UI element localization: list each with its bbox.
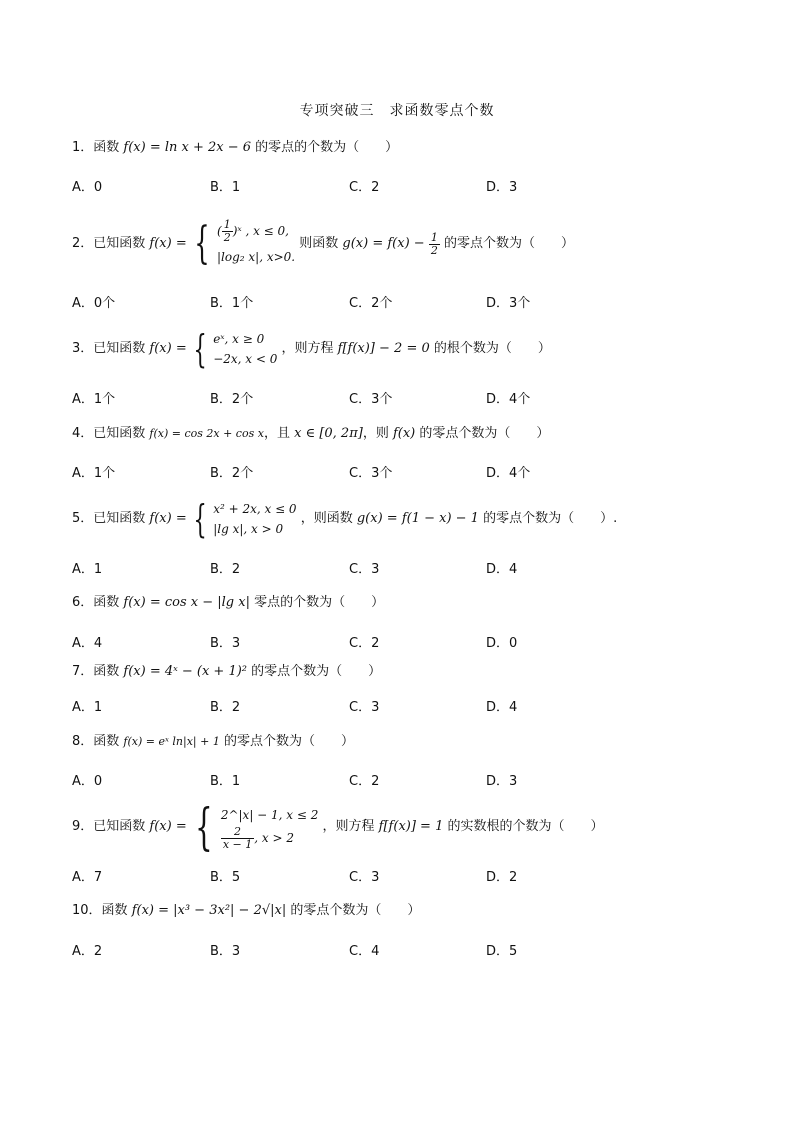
option-b[interactable]: B．3 [210,944,241,959]
option-d[interactable]: D．2 [486,870,518,885]
option-c[interactable]: C．2个 [349,296,393,311]
case-1: eˣ, x ≥ 0 [213,332,265,346]
option-d[interactable]: D．3 [486,180,518,195]
question-4-options [72,462,732,480]
option-d[interactable]: D．4 [486,700,518,715]
question-10-prefix: 10．函数 [72,903,132,918]
case-2-numerator: 2 [221,826,254,839]
question-10-suffix: 的零点个数为（ ） [286,903,421,918]
question-3-suffix: 的根个数为（ ） [429,341,551,356]
option-b[interactable]: B．2 [210,700,241,715]
question-5-options [72,558,732,576]
question-9-options [72,866,732,884]
question-1-suffix: 的零点的个数为（ ） [251,140,399,155]
option-b[interactable]: B．5 [210,870,241,885]
question-2-options [72,292,732,310]
option-b[interactable]: B．2个 [210,392,254,407]
option-c[interactable]: C．2 [349,636,380,651]
option-d[interactable]: D．0 [486,636,518,651]
option-c[interactable]: C．2 [349,774,380,789]
question-9-cases [221,804,319,851]
option-c[interactable]: C．2 [349,180,380,195]
question-6 [72,591,384,615]
option-a[interactable]: A．4 [72,636,103,651]
option-d[interactable]: D．3个 [486,296,531,311]
option-d[interactable]: D．3 [486,774,518,789]
question-2-formula: g(x) = f(x) − [342,236,425,251]
left-brace: { [194,218,210,269]
option-a[interactable]: A．1个 [72,392,116,407]
option-b[interactable]: B．3 [210,636,241,651]
option-a[interactable]: A．0 [72,180,103,195]
case-2: |lg x|, x > 0 [213,522,284,536]
option-a[interactable]: A．1个 [72,466,116,481]
question-7-suffix: 的零点个数为（ ） [247,664,382,679]
question-5-lhs: f(x) = [149,511,187,526]
case-1-rest: ˣ , x ≤ 0, [237,224,289,238]
case-1-numerator: 1 [223,218,231,231]
case-1: 2^|x| − 1, x ≤ 2 [220,807,319,822]
question-4-formula: f(x) = cos 2x + cos x [149,427,264,440]
question-5-formula: g(x) = f(1 − x) − 1 [356,511,479,526]
question-4-suffix: 的零点个数为（ ） [415,426,550,441]
page-title: 专项突破三 求函数零点个数 [299,103,495,119]
question-1-prefix: 1．函数 [72,140,124,155]
question-7-prefix: 7．函数 [72,664,124,679]
question-8-options [72,770,732,788]
option-b[interactable]: B．2 [210,562,241,577]
left-brace: { [193,497,207,541]
question-2-fraction [429,232,440,257]
question-5-cases [213,499,296,539]
option-a[interactable]: A．1 [72,700,103,715]
option-c[interactable]: C．3个 [349,466,393,481]
question-1-formula: f(x) = ln x + 2x − 6 [123,140,252,155]
question-4-middle-2: ，则 [362,426,393,441]
option-d[interactable]: D．4个 [486,392,531,407]
question-7 [72,660,381,684]
question-9-prefix: 9．已知函数 [72,819,150,834]
question-3 [72,326,551,372]
question-3-prefix: 3．已知函数 [72,341,150,356]
case-2: |log₂ x|, x>0. [217,250,296,264]
question-4-middle: ，且 [263,426,295,441]
question-9-middle: ，则方程 [322,819,379,834]
question-9-formula: f[f(x)] = 1 [378,819,444,834]
case-1: ( $\frac{1}{2}$ )ˣ , x ≤ 0, [217,218,289,244]
left-brace: { [193,327,207,371]
question-4-domain: x ∈ [0, 2π] [294,426,363,441]
case-2-denominator: x − 1 [222,837,253,851]
option-a[interactable]: A．2 [72,944,103,959]
option-c[interactable]: C．3 [349,870,380,885]
question-9 [72,796,603,858]
question-8-prefix: 8．函数 [72,734,124,749]
option-c[interactable]: C．4 [349,944,380,959]
question-7-formula: f(x) = 4ˣ − (x + 1)² [123,664,248,679]
question-6-suffix: 零点的个数为（ ） [249,595,385,610]
question-5 [72,496,617,542]
case-2 [221,826,319,851]
question-5-suffix: 的零点个数为（ ）. [478,511,618,526]
question-4-prefix: 4．已知函数 [72,426,150,441]
option-d[interactable]: D．5 [486,944,518,959]
question-2-suffix: 的零点个数为（ ） [439,236,574,251]
question-6-options [72,632,732,650]
question-2-cases [217,218,295,270]
question-3-middle: ，则方程 [281,341,338,356]
option-b[interactable]: B．1 [210,774,241,789]
option-a[interactable]: A．0个 [72,296,116,311]
option-b[interactable]: B．1 [210,180,241,195]
question-3-formula: f[f(x)] − 2 = 0 [337,341,430,356]
question-5-prefix: 5．已知函数 [72,511,150,526]
fraction-denominator: 2 [430,243,438,257]
option-d[interactable]: D．4 [486,562,518,577]
question-5-middle: ，则函数 [300,511,357,526]
question-2-middle: 则函数 [299,236,343,251]
case-1-denominator: 2 [223,231,231,244]
case-1: x² + 2x, x ≤ 0 [213,502,297,516]
question-6-prefix: 6．函数 [72,595,124,610]
option-a[interactable]: A．7 [72,870,103,885]
left-brace: { [195,798,213,856]
option-b[interactable]: B．2个 [210,466,254,481]
question-3-lhs: f(x) = [149,341,187,356]
question-10-formula: f(x) = |x³ − 3x²| − 2√|x| [131,903,287,918]
case-2: −2x, x < 0 [213,352,278,366]
question-9-lhs: f(x) = [149,819,187,834]
question-4 [72,422,549,446]
question-8-suffix: 的零点个数为（ ） [219,734,354,749]
option-c[interactable]: C．3个 [349,392,393,407]
case-2-rest: , x > 2 [254,830,294,845]
option-a[interactable]: A．1 [72,562,103,577]
question-8-formula: f(x) = eˣ ln|x| + 1 [123,735,220,748]
question-6-formula: f(x) = cos x − |lg x| [123,595,250,610]
option-d[interactable]: D．4个 [486,466,531,481]
option-a[interactable]: A．0 [72,774,103,789]
question-10 [72,899,420,923]
question-2 [72,214,574,274]
fraction-numerator: 1 [430,230,438,244]
option-b[interactable]: B．1个 [210,296,254,311]
question-3-cases [213,329,277,369]
option-c[interactable]: C．3 [349,562,380,577]
question-8 [72,730,354,754]
option-c[interactable]: C．3 [349,700,380,715]
question-7-options [72,696,732,714]
question-1 [72,136,398,160]
question-9-suffix: 的实数根的个数为（ ） [443,819,604,834]
question-1-options [72,176,732,194]
question-2-prefix: 2．已知函数 [72,236,150,251]
question-4-function: f(x) [392,426,416,441]
question-3-options [72,388,732,406]
question-10-options [72,940,732,958]
question-2-lhs: f(x) = [149,236,187,251]
